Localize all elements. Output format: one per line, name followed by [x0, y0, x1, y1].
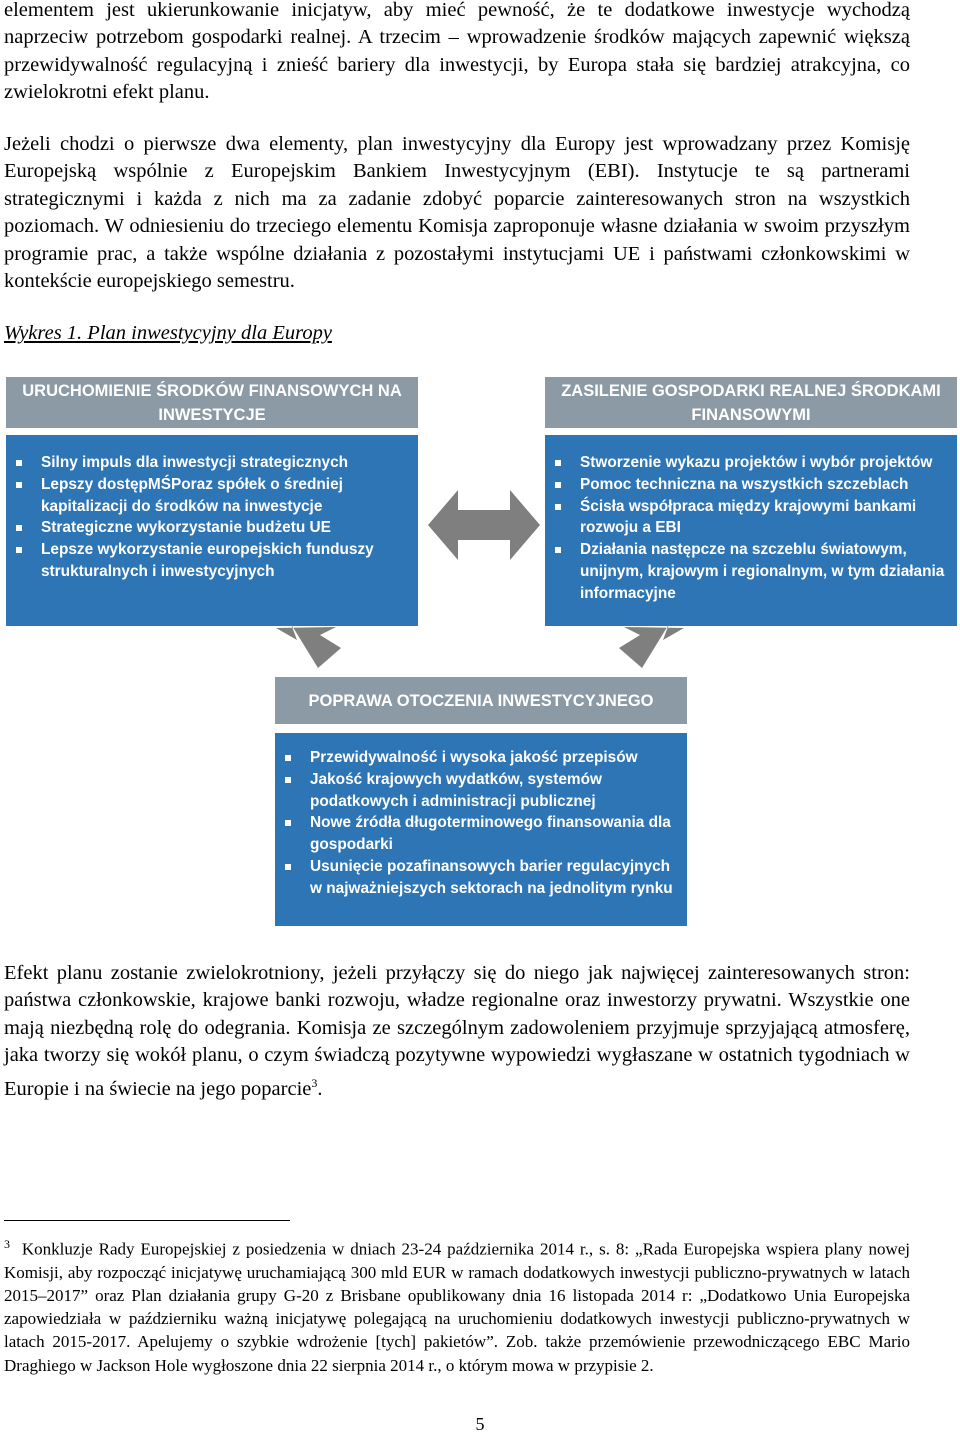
left-item: Strategiczne wykorzystanie budżetu UE — [11, 517, 410, 539]
bottom-item: Jakość krajowych wydatków, systemów podatkowych i administracji publicznej — [280, 769, 679, 813]
left-item: Lepsze wykorzystanie europejskich funduszy strukturalnych i inwestycyjnych — [11, 539, 410, 583]
right-item: Pomoc techniczna na wszystkich szczeblach — [550, 474, 949, 496]
left-item: Lepszy dostępMŚPoraz spółek o średniej kapitalizacji do środków na inwestycje — [11, 474, 410, 518]
bottom-item: Nowe źródła długoterminowego finansowania dla gospodarki — [280, 812, 679, 856]
footnote-text: Konkluzje Rady Europejskiej z posiedzenia w dniach 23-24 października 2014 r., s. 8: „Rada Europejska wspiera plany nowej Komisji, aby rozpocząć inicjatywę uruchamiającą 300 mld EUR w ramach dodatkowych inwestycji publiczno-prywatnych w latach 2015–2017” oraz Plan działania grupy G-20 z Brisbane opublikowany dnia 16 listopada 2014 r: „Dodatkowo Unia Europejska zapowiedziała w październiku ważną inicjatywę polegającą na uruchomieniu dodatkowych inwestycji publiczno-prywatnych w latach 2015-2017. Apelujemy o szybkie wdrożenie [tych] pakietów”. Zob. także przemówienie przewodniczącego EBC Mario Draghiego w Jackson Hole wygłoszone dnia 22 sierpnia 2014 r., o którym mowa w przypisie 2. — [4, 1239, 910, 1375]
paragraph-elements: Jeżeli chodzi o pierwsze dwa elementy, plan inwestycyjny dla Europy jest wprowadzany przez Komisję Europejską wspólnie z Europejskim Bankiem Inwestycyjnym (EBI). Instytucje te są partnerami strategicznymi i każda z nich ma za zadanie zdobyć poparcie zainteresowanych stron na wszystkich poziomach. W odniesieniu do trzeciego elementu Komisja zaproponuje własne działania w swoim przyszłym programie prac, a także wspólne działania z pozostałymi instytucjami UE i państwami członkowskimi w kontekście europejskiego semestru. — [4, 133, 910, 293]
bottom-box-title: POPRAWA OTOCZENIA INWESTYCYJNEGO — [275, 677, 687, 724]
page-number: 5 — [475, 1414, 485, 1434]
left-item: Silny impuls dla inwestycji strategicznych — [11, 452, 410, 474]
right-item: Ścisła współpraca między krajowymi bankami rozwoju a EBI — [550, 496, 949, 540]
left-diagonal-arrow — [276, 624, 341, 668]
bottom-item: Usunięcie pozafinansowych barier regulacyjnych w najważniejszych sektorach na jednolitym rynku — [280, 856, 679, 900]
figure-caption: Wykres 1. Plan inwestycyjny dla Europy — [4, 322, 332, 344]
bottom-box-body — [275, 733, 687, 926]
footnote-number: 3 — [4, 1237, 10, 1251]
footnote-reference[interactable]: 3 — [311, 1075, 318, 1090]
paragraph-effect-end: . — [317, 1077, 323, 1100]
right-diagonal-arrow — [619, 624, 684, 668]
right-box-title: ZASILENIE GOSPODARKI REALNEJ ŚRODKAMI FINANSOWYMI — [545, 377, 957, 428]
right-item: Działania następcze na szczeblu światowym, unijnym, krajowym i regionalnym, w tym działania informacyjne — [550, 539, 949, 604]
footnote — [4, 1233, 910, 1377]
paragraph-effect — [4, 960, 910, 1103]
left-box-title: URUCHOMIENIE ŚRODKÓW FINANSOWYCH NA INWESTYCJE — [6, 377, 418, 428]
horizontal-double-arrow — [428, 490, 540, 560]
right-item: Stworzenie wykazu projektów i wybór projektów — [550, 452, 949, 474]
footnote-divider — [4, 1220, 290, 1221]
paragraph-intro: elementem jest ukierunkowanie inicjatyw, aby mieć pewność, że te dodatkowe inwestycje wychodzą naprzeciw potrzebom gospodarki realnej. A trzecim – wprowadzenie środków mających zapewnić większą przewidywalność regulacyjną i znieść bariery dla inwestycji, by Europa stała się bardziej atrakcyjna, co zwielokrotni efekt planu. — [4, 0, 910, 104]
paragraph-effect-text: Efekt planu zostanie zwielokrotniony, jeżeli przyłączy się do niego jak najwięcej zainteresowanych stron: państwa członkowskie, krajowe banki rozwoju, władze regionalne oraz inwestorzy prywatni. Wszystkie one mają niezbędną rolę do odegrania. Komisja ze szczególnym zadowoleniem przyjmuje sprzyjającą atmosferę, jaka tworzy się wokół planu, o czym świadczą pozytywne wypowiedzi wygłaszane w ostatnich tygodniach w Europie i na świecie na jego poparcie — [4, 962, 910, 1100]
bottom-item: Przewidywalność i wysoka jakość przepisów — [280, 747, 679, 769]
bottom-box-list — [280, 747, 679, 900]
